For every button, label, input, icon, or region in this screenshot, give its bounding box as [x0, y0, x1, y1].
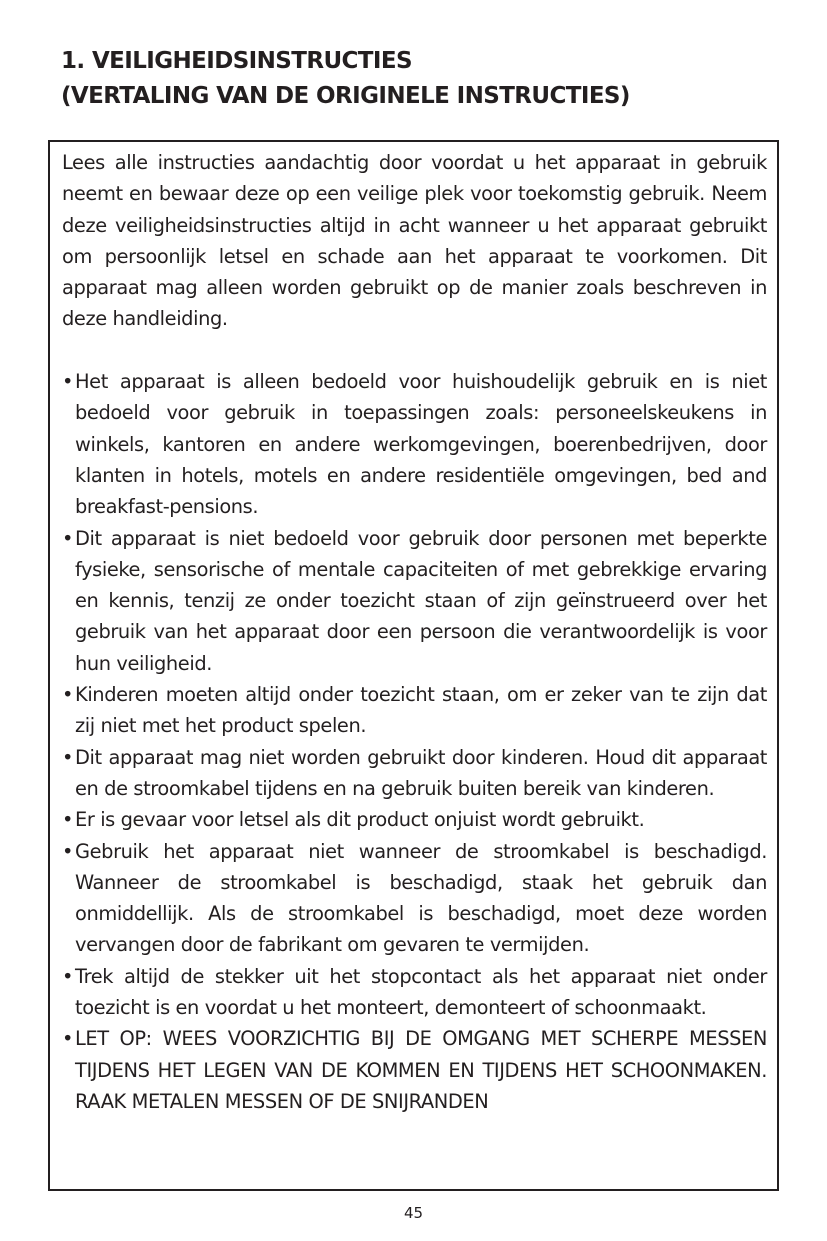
list-item: • Dit apparaat mag niet worden gebruikt door kinderen. Houd dit apparaat en de stroomkabel tijdens en na gebruik buiten bereik van kinderen. — [62, 742, 767, 805]
safety-list — [62, 366, 767, 1117]
instructions-content — [62, 147, 767, 1117]
list-item: • LET OP: WEES VOORZICHTIG BIJ DE OMGANG MET SCHERPE MESSEN TIJDENS HET LEGEN VAN DE KOMMEN EN TIJDENS HET SCHOONMAKEN. RAAK METALEN MESSEN OF DE SNIJRANDEN — [62, 1023, 767, 1117]
section-heading — [61, 44, 781, 114]
page-number: 45 — [403, 1204, 424, 1222]
heading-line-1: 1. VEILIGHEIDSINSTRUCTIES — [61, 48, 412, 74]
list-item: • Kinderen moeten altijd onder toezicht staan, om er zeker van te zijn dat zij niet met het product spelen. — [62, 679, 767, 742]
list-item: • Dit apparaat is niet bedoeld voor gebruik door personen met beperkte fysieke, sensorische of mentale capaciteiten of met gebrekkige ervaring en kennis, tenzij ze onder toezicht staan of zijn geïnstrueerd over het gebruik van het apparaat door een persoon die verantwoordelijk is voor hun veiligheid. — [62, 523, 767, 679]
list-item: • Trek altijd de stekker uit het stopcontact als het apparaat niet onder toezicht is en voordat u het monteert, demonteert of schoonmaakt. — [62, 961, 767, 1024]
intro-paragraph: Lees alle instructies aandachtig door voordat u het apparaat in gebruik neemt en bewaar deze op een veilige plek voor toekomstig gebruik. Neem deze veiligheidsinstructies altijd in acht wanneer u het apparaat gebruikt om persoonlijk letsel en schade aan het apparaat te voorkomen. Dit apparaat mag alleen worden gebruikt op de manier zoals beschreven in deze handleiding. — [62, 151, 767, 331]
instructions-box — [48, 140, 779, 1191]
list-item: • Gebruik het apparaat niet wanneer de stroomkabel is beschadigd. Wanneer de stroomkabel is beschadigd, staak het gebruik dan onmiddellijk. Als de stroomkabel is beschadigd, moet deze worden vervangen door de fabrikant om gevaren te vermijden. — [62, 836, 767, 961]
list-item: • Er is gevaar voor letsel als dit product onjuist wordt gebruikt. — [62, 804, 767, 835]
heading-line-2: (VERTALING VAN DE ORIGINELE INSTRUCTIES) — [61, 83, 630, 109]
list-item: • Het apparaat is alleen bedoeld voor huishoudelijk gebruik en is niet bedoeld voor gebruik in toepassingen zoals: personeelskeukens in winkels, kantoren en andere werkomgevingen, boerenbedrijven, door klanten in hotels, motels en andere residentiële omgevingen, bed and breakfast-pensions. — [62, 366, 767, 522]
